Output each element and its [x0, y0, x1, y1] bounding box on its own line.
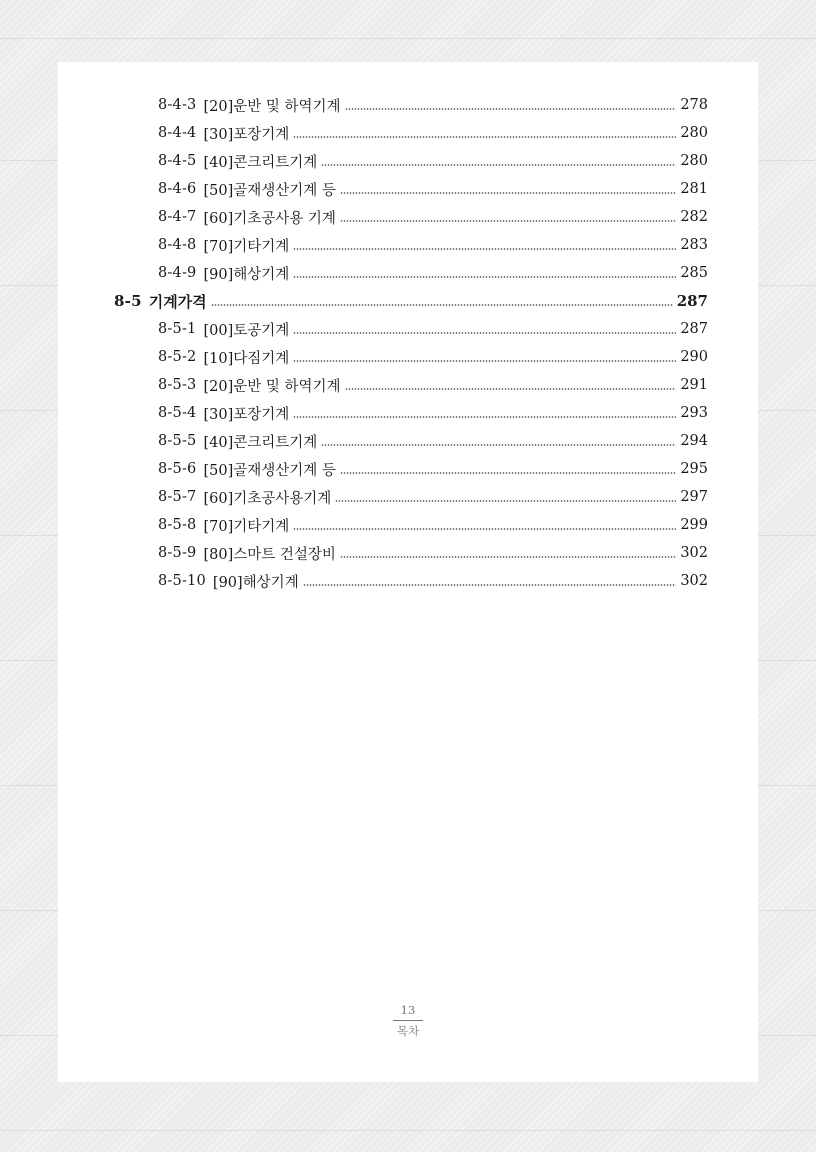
toc-entry-title: [30]포장기계: [203, 126, 290, 143]
toc-entry-title: [40]콘크리트기계: [203, 154, 318, 171]
toc-dot-leader: [293, 276, 676, 278]
toc-entry-page: 294: [680, 433, 708, 449]
toc-section-entry[interactable]: [58, 287, 758, 315]
toc-entry-title: [20]운반 및 하역기계: [203, 378, 341, 395]
toc-entry-number: 8-4-3: [158, 97, 197, 113]
toc-entry-number: 8-5-1: [158, 321, 197, 337]
toc-entry[interactable]: [58, 231, 758, 259]
toc-dot-leader: [293, 332, 676, 334]
toc-entry-number: 8-4-5: [158, 153, 197, 169]
toc-entry-page: 280: [680, 125, 708, 141]
toc-entry-number: 8-5-2: [158, 349, 197, 365]
toc-entry[interactable]: [58, 427, 758, 455]
footer-page-number: 13: [393, 1002, 424, 1021]
toc-entry[interactable]: [58, 399, 758, 427]
toc-entry-page: 285: [680, 265, 708, 281]
toc-dot-leader: [345, 108, 677, 110]
toc-entry-page: 293: [680, 405, 708, 421]
toc-dot-leader: [293, 248, 676, 250]
toc-entry-page: 283: [680, 237, 708, 253]
toc-entry-title: [50]골재생산기계 등: [203, 462, 336, 479]
toc-entry-page: 297: [680, 489, 708, 505]
toc-dot-leader: [293, 360, 676, 362]
toc-dot-leader: [293, 416, 676, 418]
toc-entry-title: [60]기초공사용기계: [203, 490, 332, 507]
toc-dot-leader: [340, 192, 676, 194]
toc-entry-number: 8-4-9: [158, 265, 197, 281]
toc-entry-title: [30]포장기계: [203, 406, 290, 423]
toc-entry-page: 290: [680, 349, 708, 365]
toc-entry-number: 8-4-8: [158, 237, 197, 253]
toc-entry[interactable]: [58, 175, 758, 203]
toc-entry[interactable]: [58, 119, 758, 147]
toc-entry-title: [20]운반 및 하역기계: [203, 98, 341, 115]
toc-entry-number: 8-5-8: [158, 517, 197, 533]
toc-entry-page: 299: [680, 517, 708, 533]
toc-entry-title: [60]기초공사용 기계: [203, 210, 336, 227]
toc-entry[interactable]: [58, 511, 758, 539]
table-of-contents: [58, 91, 758, 595]
toc-entry-number: 8-5-3: [158, 377, 197, 393]
toc-section-title: 기계가격: [148, 292, 207, 311]
toc-entry[interactable]: [58, 203, 758, 231]
toc-entry-page: 280: [680, 153, 708, 169]
toc-entry-page: 295: [680, 461, 708, 477]
toc-entry-page: 287: [680, 321, 708, 337]
background-stripe: [0, 1130, 816, 1131]
toc-dot-leader: [211, 304, 673, 306]
toc-entry-number: 8-4-6: [158, 181, 197, 197]
toc-section-page: 287: [676, 292, 708, 310]
toc-entry-page: 282: [680, 209, 708, 225]
toc-dot-leader: [303, 584, 677, 586]
toc-entry[interactable]: [58, 483, 758, 511]
background-stripe: [0, 38, 816, 39]
toc-entry[interactable]: [58, 91, 758, 119]
toc-entry[interactable]: [58, 371, 758, 399]
toc-entry-number: 8-5-10: [158, 573, 206, 589]
toc-entry-page: 278: [680, 97, 708, 113]
toc-dot-leader: [293, 136, 676, 138]
toc-entry-number: 8-5-6: [158, 461, 197, 477]
toc-dot-leader: [293, 528, 676, 530]
toc-entry-number: 8-4-7: [158, 209, 197, 225]
toc-entry[interactable]: [58, 343, 758, 371]
toc-entry[interactable]: [58, 539, 758, 567]
toc-dot-leader: [321, 164, 676, 166]
toc-entry-number: 8-5-7: [158, 489, 197, 505]
toc-entry-page: 291: [680, 377, 708, 393]
toc-entry-title: [40]콘크리트기계: [203, 434, 318, 451]
toc-entry[interactable]: [58, 567, 758, 595]
toc-dot-leader: [340, 472, 676, 474]
document-page: [58, 62, 758, 1082]
toc-entry-title: [90]해상기계: [212, 574, 299, 591]
toc-dot-leader: [340, 220, 676, 222]
toc-entry-title: [70]기타기계: [203, 518, 290, 535]
toc-entry-title: [70]기타기계: [203, 238, 290, 255]
toc-entry-title: [10]다짐기계: [203, 350, 290, 367]
toc-entry-number: 8-4-4: [158, 125, 197, 141]
toc-entry-number: 8-5-4: [158, 405, 197, 421]
toc-entry[interactable]: [58, 259, 758, 287]
footer-section-name: 목차: [396, 1024, 420, 1038]
toc-entry[interactable]: [58, 147, 758, 175]
toc-entry-title: [80]스마트 건설장비: [203, 546, 336, 563]
toc-entry-title: [50]골재생산기계 등: [203, 182, 336, 199]
toc-entry-title: [00]토공기계: [203, 322, 290, 339]
toc-entry[interactable]: [58, 455, 758, 483]
toc-dot-leader: [335, 500, 676, 502]
toc-entry-page: 302: [680, 573, 708, 589]
toc-entry[interactable]: [58, 315, 758, 343]
toc-section-number: 8-5: [114, 292, 142, 310]
toc-entry-title: [90]해상기계: [203, 266, 290, 283]
toc-dot-leader: [321, 444, 676, 446]
page-footer: [58, 1002, 758, 1039]
toc-dot-leader: [340, 556, 676, 558]
toc-dot-leader: [345, 388, 677, 390]
toc-entry-number: 8-5-5: [158, 433, 197, 449]
toc-entry-page: 302: [680, 545, 708, 561]
toc-entry-number: 8-5-9: [158, 545, 197, 561]
toc-entry-page: 281: [680, 181, 708, 197]
